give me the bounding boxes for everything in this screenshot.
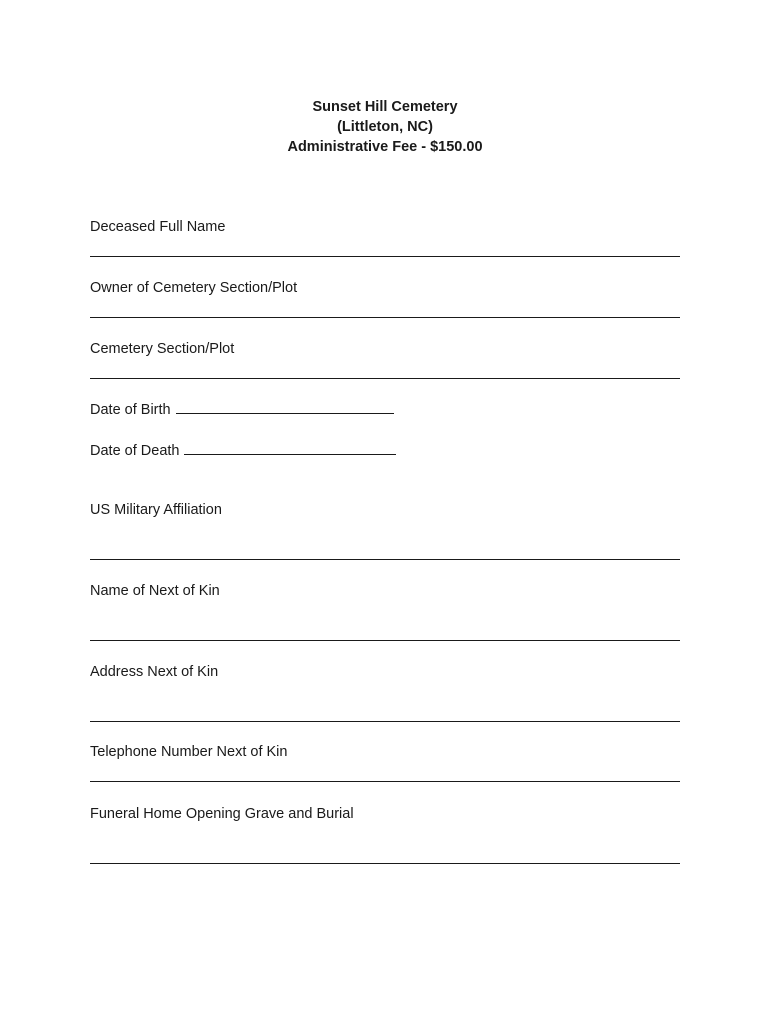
date-of-death-row bbox=[90, 442, 396, 459]
date-of-birth-label: Date of Birth bbox=[90, 402, 171, 418]
address-next-of-kin-label: Address Next of Kin bbox=[90, 664, 219, 680]
date-of-birth-line[interactable] bbox=[176, 401, 394, 414]
name-next-of-kin-label: Name of Next of Kin bbox=[90, 583, 220, 599]
telephone-next-of-kin-label: Telephone Number Next of Kin bbox=[90, 744, 288, 760]
telephone-next-of-kin-line[interactable] bbox=[90, 781, 680, 782]
us-military-affiliation-line[interactable] bbox=[90, 559, 680, 560]
funeral-home-label: Funeral Home Opening Grave and Burial bbox=[90, 806, 354, 822]
date-of-birth-row bbox=[90, 401, 394, 418]
address-next-of-kin-line[interactable] bbox=[90, 721, 680, 722]
funeral-home-line[interactable] bbox=[90, 863, 680, 864]
name-next-of-kin-line[interactable] bbox=[90, 640, 680, 641]
us-military-affiliation-label: US Military Affiliation bbox=[90, 502, 222, 518]
form-header bbox=[0, 97, 770, 157]
date-of-death-line[interactable] bbox=[184, 442, 396, 455]
date-of-death-label: Date of Death bbox=[90, 443, 180, 459]
cemetery-section-plot-label: Cemetery Section/Plot bbox=[90, 341, 235, 357]
cemetery-section-plot-line[interactable] bbox=[90, 378, 680, 379]
deceased-full-name-line[interactable] bbox=[90, 256, 680, 257]
owner-section-plot-label: Owner of Cemetery Section/Plot bbox=[90, 280, 298, 296]
administrative-fee: Administrative Fee - $150.00 bbox=[287, 139, 483, 155]
cemetery-location: (Littleton, NC) bbox=[337, 119, 433, 135]
owner-section-plot-line[interactable] bbox=[90, 317, 680, 318]
deceased-full-name-label: Deceased Full Name bbox=[90, 219, 226, 235]
cemetery-name: Sunset Hill Cemetery bbox=[312, 99, 458, 115]
